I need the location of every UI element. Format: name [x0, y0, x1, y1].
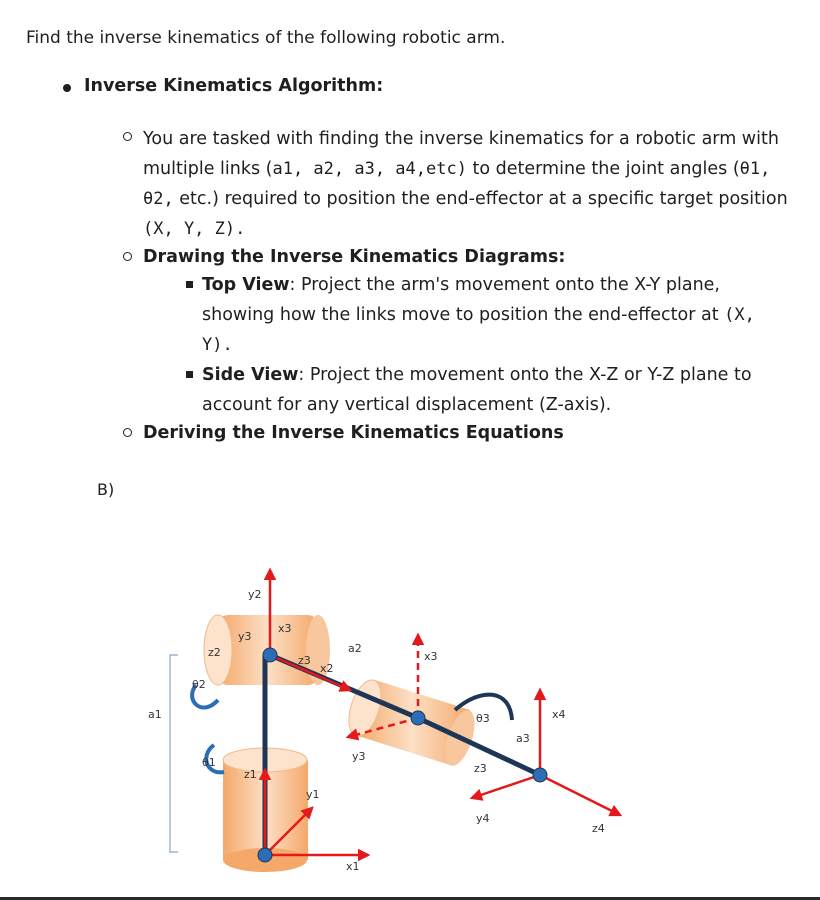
square-bullet-icon — [186, 281, 193, 288]
top-view-label: Top View — [202, 275, 290, 295]
label-x2: x2 — [320, 662, 334, 675]
circle-bullet-icon — [123, 428, 132, 437]
square-bullet-icon — [186, 371, 193, 378]
label-y4: y4 — [476, 812, 490, 825]
bullet-dot-icon — [63, 84, 71, 92]
side-view-text: : Project the movement onto the X-Z or Y-Z plane to account for any vertical displacement (Z-axis). — [202, 365, 752, 415]
label-theta3: θ3 — [476, 712, 490, 725]
intro-text-1: You are tasked with finding the inverse kinematics for a robotic arm with multiple links ( — [143, 129, 779, 179]
deriving-title: Deriving the Inverse Kinematics Equations — [143, 423, 564, 443]
axis-y4 — [472, 775, 540, 798]
label-theta2: θ2 — [192, 678, 206, 691]
label-y1: y1 — [306, 788, 320, 801]
intro-text-4: etc.) required to position the end-effector at a specific target position — [173, 189, 788, 209]
intro-text-2: to determine the joint angles ( — [466, 159, 740, 179]
side-view-label: Side View — [202, 365, 299, 385]
part-label: B) — [97, 480, 115, 499]
label-z1: z1 — [244, 768, 257, 781]
intro-theta2: θ2, — [143, 189, 174, 209]
label-a2: a2 — [348, 642, 362, 655]
intro-paragraph — [143, 124, 793, 244]
top-view-text: : Project the arm's movement onto the X-Y plane, showing how the links move to position the end-effector at — [202, 275, 725, 325]
label-z3-lower: z3 — [474, 762, 487, 775]
question-text: Find the inverse kinematics of the following robotic arm. — [26, 28, 506, 48]
drawing-title: Drawing the Inverse Kinematics Diagrams: — [143, 247, 566, 267]
top-view-item — [202, 270, 792, 360]
joint-end-effector — [533, 768, 547, 782]
axis-z4 — [540, 775, 620, 815]
label-a1: a1 — [148, 708, 162, 721]
side-view-item — [202, 360, 792, 420]
label-x1: x1 — [346, 860, 360, 873]
bracket-a1 — [170, 655, 178, 852]
label-theta1: θ1 — [202, 756, 216, 769]
label-x4: x4 — [552, 708, 566, 721]
label-z2: z2 — [208, 646, 221, 659]
label-y2: y2 — [248, 588, 262, 601]
top-view-mono: (X, Y). — [202, 305, 755, 355]
joint-base — [258, 848, 272, 862]
intro-target-mono: (X, Y, Z). — [143, 219, 246, 239]
circle-bullet-icon — [123, 252, 132, 261]
label-z3: z3 — [298, 654, 311, 667]
section-title: Inverse Kinematics Algorithm: — [84, 76, 384, 96]
label-x3: x3 — [278, 622, 292, 635]
label-y3: y3 — [238, 630, 252, 643]
robot-arm-diagram — [140, 560, 640, 890]
intro-theta1: θ1, — [739, 159, 771, 179]
circle-bullet-icon — [123, 132, 132, 141]
label-y3-lower: y3 — [352, 750, 366, 763]
label-x3-end: x3 — [424, 650, 438, 663]
joint-elbow — [411, 711, 425, 725]
joint-shoulder — [263, 648, 277, 662]
label-z4: z4 — [592, 822, 605, 835]
intro-links-mono: a1, a2, a3, a4,etc) — [272, 159, 467, 179]
label-a3: a3 — [516, 732, 530, 745]
